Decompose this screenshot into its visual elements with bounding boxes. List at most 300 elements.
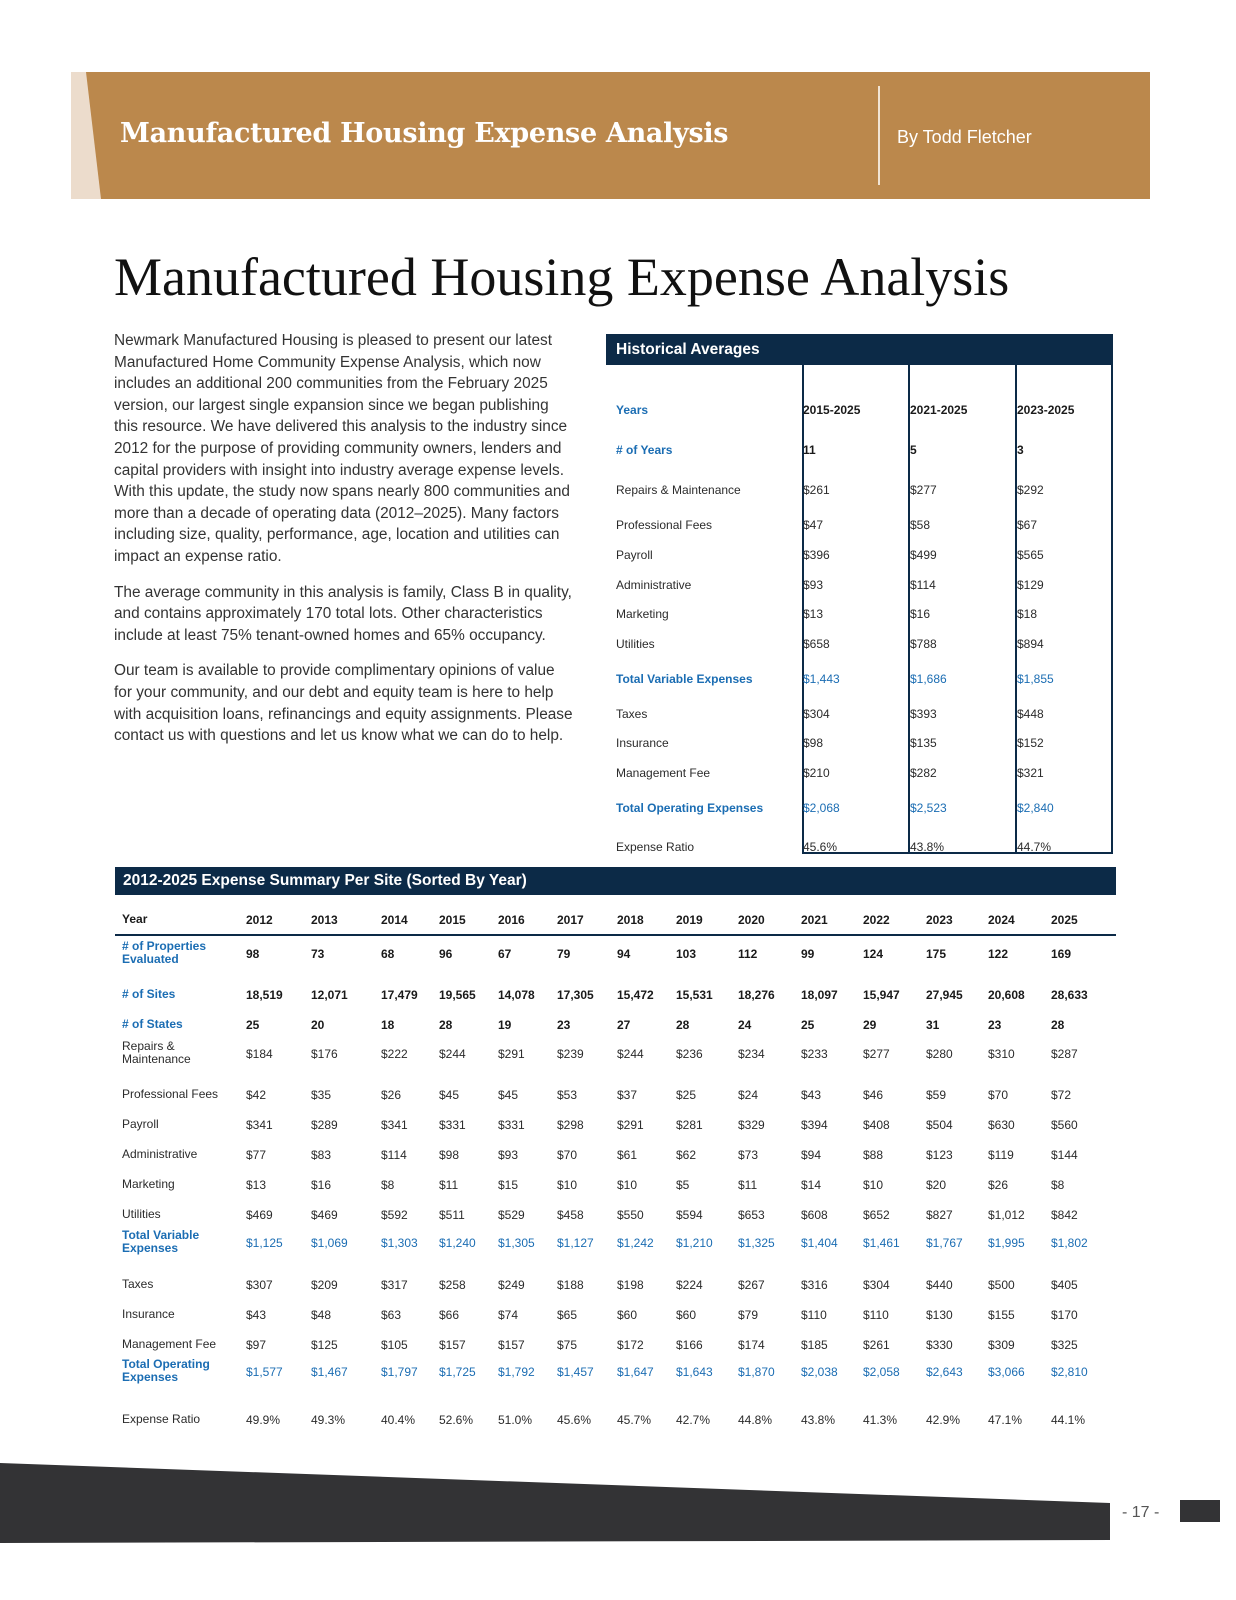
historical-cell: $448: [1017, 707, 1044, 721]
summary-cell: 99: [801, 947, 815, 961]
summary-cell: $330: [926, 1338, 953, 1352]
summary-cell: $1,012: [988, 1208, 1025, 1222]
summary-cell: $16: [311, 1178, 332, 1192]
summary-cell: 23: [988, 1018, 1002, 1032]
summary-cell: $258: [439, 1278, 466, 1292]
summary-cell: $114: [381, 1148, 407, 1162]
historical-cell: $67: [1017, 518, 1038, 532]
summary-cell: $105: [381, 1338, 408, 1352]
historical-cell: 11: [803, 443, 816, 457]
historical-cell: $47: [803, 518, 824, 532]
historical-cell: 2015-2025: [803, 403, 861, 417]
summary-cell: $500: [988, 1278, 1015, 1292]
summary-cell: 18,276: [738, 988, 775, 1002]
summary-cell: 79: [557, 947, 571, 961]
historical-cell: $58: [910, 518, 931, 532]
summary-cell: $504: [926, 1118, 953, 1132]
historical-cell: $152: [1017, 736, 1044, 750]
summary-cell: 12,071: [311, 988, 348, 1002]
intro-paragraph: The average community in this analysis is family, Class B in quality, and contains approximately 170 total lots. Other characteristics include at least 75% tenant-owned homes and 65% occupancy.: [114, 583, 572, 644]
historical-cell: 2021-2025: [910, 403, 968, 417]
summary-cell: $280: [926, 1047, 953, 1061]
summary-cell: 94: [617, 947, 631, 961]
summary-cell: $298: [557, 1118, 584, 1132]
summary-cell: $75: [557, 1338, 578, 1352]
banner-author: By Todd Fletcher: [897, 127, 1032, 147]
historical-cell: $129: [1017, 578, 1044, 592]
historical-cell: $261: [803, 483, 830, 497]
summary-cell: $2,038: [801, 1365, 838, 1379]
summary-cell: 42.9%: [926, 1413, 961, 1427]
summary-cell: 20: [311, 1018, 325, 1032]
historical-cell: $18: [1017, 607, 1038, 621]
summary-cell: $1,325: [738, 1236, 775, 1250]
summary-cell: $166: [676, 1338, 703, 1352]
summary-cell: $316: [801, 1278, 828, 1292]
historical-cell: 2023-2025: [1017, 403, 1075, 417]
summary-cell: $20: [926, 1178, 947, 1192]
summary-cell: 28: [676, 1018, 690, 1032]
summary-cell: $176: [311, 1047, 338, 1061]
summary-year-header: 2024: [988, 913, 1015, 927]
summary-cell: $73: [738, 1148, 759, 1162]
summary-year-header: 2023: [926, 913, 953, 927]
summary-row-label: Total Variable Expenses: [122, 1228, 200, 1255]
historical-cell: $292: [1017, 483, 1044, 497]
summary-cell: $1,797: [381, 1365, 418, 1379]
summary-cell: $24: [738, 1088, 759, 1102]
summary-cell: $98: [439, 1148, 460, 1162]
summary-cell: $155: [988, 1308, 1015, 1322]
banner-accent-stripe: [71, 72, 101, 199]
summary-cell: $97: [246, 1338, 267, 1352]
summary-cell: $185: [801, 1338, 828, 1352]
summary-cell: $310: [988, 1047, 1015, 1061]
historical-cell: 3: [1017, 443, 1024, 457]
summary-cell: $172: [617, 1338, 644, 1352]
summary-cell: $1,577: [246, 1365, 283, 1379]
summary-cell: 44.8%: [738, 1413, 773, 1427]
summary-cell: $550: [617, 1208, 644, 1222]
summary-cell: $1,647: [617, 1365, 654, 1379]
summary-year-header: 2019: [676, 913, 703, 927]
historical-cell: $304: [803, 707, 830, 721]
summary-cell: $11: [439, 1178, 459, 1192]
summary-cell: $325: [1051, 1338, 1078, 1352]
summary-cell: 45.7%: [617, 1413, 652, 1427]
summary-cell: $331: [498, 1118, 525, 1132]
historical-row-label: Insurance: [616, 736, 669, 750]
historical-cell: $135: [910, 736, 937, 750]
summary-table-title: 2012-2025 Expense Summary Per Site (Sorted By Year): [115, 867, 1116, 895]
summary-cell: $125: [311, 1338, 338, 1352]
summary-cell: 24: [738, 1018, 752, 1032]
historical-columns-frame: [802, 365, 1113, 854]
summary-year-header: 2021: [801, 913, 828, 927]
summary-cell: $1,125: [246, 1236, 283, 1250]
summary-cell: $277: [863, 1047, 890, 1061]
summary-cell: $83: [311, 1148, 332, 1162]
summary-cell: $65: [557, 1308, 578, 1322]
summary-row-label: Marketing: [122, 1177, 175, 1191]
historical-row-label: Administrative: [616, 578, 692, 592]
summary-cell: $1,240: [439, 1236, 476, 1250]
summary-cell: 19: [498, 1018, 512, 1032]
summary-cell: $157: [498, 1338, 525, 1352]
historical-cell: $277: [910, 483, 937, 497]
summary-cell: $827: [926, 1208, 953, 1222]
summary-cell: $289: [311, 1118, 338, 1132]
summary-cell: 47.1%: [988, 1413, 1023, 1427]
intro-paragraph: Newmark Manufactured Housing is pleased to present our latest Manufactured Home Community Expense Analysis, which now includes an additional 200 communities from the February 2025 version, our largest single expansion since we began publishing this resource. We have delivered this analysis to the industry since 2012 for the purpose of providing community owners, lenders and capital providers with insight into industry average expense levels. With this update, the study now spans nearly 800 communities and more than a decade of operating data (2012–2025). Many factors including size, quality, performance, age, location and utilities can impact an expense ratio.: [114, 332, 570, 565]
summary-cell: $2,810: [1051, 1365, 1088, 1379]
header-banner: [71, 72, 1150, 199]
summary-cell: $66: [439, 1308, 460, 1322]
summary-cell: 49.9%: [246, 1413, 281, 1427]
summary-row-label: Management Fee: [122, 1337, 217, 1351]
summary-row-label: # of Sites: [122, 987, 176, 1001]
historical-cell: $1,855: [1017, 672, 1054, 686]
summary-cell: $458: [557, 1208, 584, 1222]
historical-cell: $788: [910, 637, 937, 651]
historical-averages-body: [606, 365, 1113, 854]
summary-cell: $198: [617, 1278, 644, 1292]
summary-cell: 18: [381, 1018, 395, 1032]
summary-cell: $10: [617, 1178, 638, 1192]
summary-cell: $244: [439, 1047, 466, 1061]
summary-cell: $2,643: [926, 1365, 963, 1379]
summary-cell: $608: [801, 1208, 828, 1222]
historical-cell: $210: [803, 766, 830, 780]
historical-cell: 44.7%: [1017, 840, 1052, 854]
summary-cell: 103: [676, 947, 697, 961]
summary-cell: 42.7%: [676, 1413, 711, 1427]
historical-cell: $1,686: [910, 672, 947, 686]
summary-cell: 28,633: [1051, 988, 1088, 1002]
summary-cell: 43.8%: [801, 1413, 836, 1427]
summary-cell: 17,479: [381, 988, 418, 1002]
summary-cell: $309: [988, 1338, 1015, 1352]
footer-band: [0, 1463, 1110, 1543]
summary-cell: $13: [246, 1178, 267, 1192]
summary-year-header: 2025: [1051, 913, 1078, 927]
summary-cell: $60: [617, 1308, 638, 1322]
summary-cell: $267: [738, 1278, 765, 1292]
summary-cell: $61: [617, 1148, 638, 1162]
historical-row-label: Years: [616, 403, 649, 417]
historical-row-label: Marketing: [616, 607, 669, 621]
summary-cell: 17,305: [557, 988, 594, 1002]
summary-row-label: Total Operating Expenses: [122, 1357, 210, 1384]
summary-cell: $1,457: [557, 1365, 594, 1379]
historical-cell: $658: [803, 637, 830, 651]
summary-cell: $1,069: [311, 1236, 348, 1250]
summary-cell: $60: [676, 1308, 697, 1322]
historical-cell: $894: [1017, 637, 1044, 651]
summary-cell: $653: [738, 1208, 765, 1222]
summary-cell: 27,945: [926, 988, 963, 1002]
summary-cell: 31: [926, 1018, 940, 1032]
summary-cell: $1,767: [926, 1236, 963, 1250]
historical-row-label: Total Variable Expenses: [616, 672, 753, 686]
summary-cell: 41.3%: [863, 1413, 898, 1427]
summary-cell: 175: [926, 947, 947, 961]
summary-cell: $1,802: [1051, 1236, 1088, 1250]
summary-cell: $2,058: [863, 1365, 900, 1379]
summary-cell: $1,870: [738, 1365, 775, 1379]
summary-cell: 52.6%: [439, 1413, 474, 1427]
summary-cell: 15,947: [863, 988, 900, 1002]
historical-cell: $1,443: [803, 672, 840, 686]
summary-cell: $287: [1051, 1047, 1078, 1061]
summary-cell: $45: [439, 1088, 460, 1102]
summary-cell: $170: [1051, 1308, 1078, 1322]
summary-cell: 18,519: [246, 988, 283, 1002]
summary-cell: $79: [738, 1308, 759, 1322]
historical-row-label: Utilities: [616, 637, 655, 651]
historical-cell: $114: [910, 578, 936, 592]
summary-cell: 27: [617, 1018, 631, 1032]
summary-cell: $440: [926, 1278, 953, 1292]
historical-cell: $282: [910, 766, 937, 780]
summary-cell: $1,210: [676, 1236, 713, 1250]
intro-paragraph: Our team is available to provide complimentary opinions of value for your community, and our debt and equity team is here to help with acquisition loans, refinancings and equity assignments. Please contact us with questions and let us know what we can do to help.: [114, 662, 573, 745]
summary-cell: $144: [1051, 1148, 1078, 1162]
summary-cell: $594: [676, 1208, 703, 1222]
summary-cell: $291: [617, 1118, 644, 1132]
summary-cell: $184: [246, 1047, 273, 1061]
summary-cell: $239: [557, 1047, 584, 1061]
summary-cell: $88: [863, 1148, 884, 1162]
summary-cell: $70: [988, 1088, 1009, 1102]
summary-cell: 20,608: [988, 988, 1025, 1002]
summary-cell: 122: [988, 947, 1009, 961]
summary-cell: $43: [246, 1308, 267, 1322]
historical-cell: $13: [803, 607, 824, 621]
summary-cell: $652: [863, 1208, 890, 1222]
historical-cell: $2,523: [910, 801, 947, 815]
historical-row-label: Taxes: [616, 707, 648, 721]
summary-cell: 124: [863, 947, 884, 961]
historical-cell: 5: [910, 443, 917, 457]
summary-row-label: Administrative: [122, 1147, 198, 1161]
summary-cell: $188: [557, 1278, 584, 1292]
summary-cell: 25: [246, 1018, 260, 1032]
summary-year-header: 2012: [246, 913, 273, 927]
summary-cell: $43: [801, 1088, 822, 1102]
summary-cell: $394: [801, 1118, 828, 1132]
summary-cell: 67: [498, 947, 512, 961]
page-title: Manufactured Housing Expense Analysis: [114, 247, 1010, 307]
summary-year-header: 2016: [498, 913, 525, 927]
summary-cell: 112: [738, 947, 758, 961]
summary-cell: 15,472: [617, 988, 654, 1002]
historical-row-label: Expense Ratio: [616, 840, 695, 854]
summary-row-label: Professional Fees: [122, 1087, 219, 1101]
summary-cell: 44.1%: [1051, 1413, 1086, 1427]
summary-cell: $5: [676, 1178, 690, 1192]
summary-cell: $331: [439, 1118, 466, 1132]
summary-cell: $592: [381, 1208, 408, 1222]
summary-cell: $25: [676, 1088, 697, 1102]
summary-cell: 18,097: [801, 988, 838, 1002]
summary-cell: $157: [439, 1338, 466, 1352]
summary-cell: $46: [863, 1088, 884, 1102]
summary-cell: 25: [801, 1018, 815, 1032]
page-number: - 17 -: [1122, 1504, 1160, 1521]
summary-year-header: 2022: [863, 913, 890, 927]
summary-cell: $224: [676, 1278, 703, 1292]
footer-block: [1180, 1500, 1220, 1522]
historical-cell: 43.8%: [910, 840, 945, 854]
summary-cell: $74: [498, 1308, 519, 1322]
historical-cell: $16: [910, 607, 931, 621]
summary-cell: $59: [926, 1088, 947, 1102]
summary-cell: $72: [1051, 1088, 1072, 1102]
summary-cell: $37: [617, 1088, 638, 1102]
summary-cell: $222: [381, 1047, 408, 1061]
summary-cell: $329: [738, 1118, 765, 1132]
intro-text: [114, 330, 574, 761]
summary-cell: $26: [988, 1178, 1009, 1192]
summary-cell: $48: [311, 1308, 332, 1322]
summary-year-header: 2017: [557, 913, 584, 927]
summary-row-label: # of States: [122, 1017, 183, 1031]
historical-cell: $98: [803, 736, 824, 750]
summary-cell: $244: [617, 1047, 644, 1061]
summary-cell: $304: [863, 1278, 890, 1292]
historical-cell: $321: [1017, 766, 1044, 780]
summary-cell: $10: [557, 1178, 578, 1192]
summary-cell: 51.0%: [498, 1413, 533, 1427]
summary-cell: $110: [801, 1308, 827, 1322]
summary-cell: 169: [1051, 947, 1072, 961]
summary-cell: 49.3%: [311, 1413, 346, 1427]
summary-cell: $93: [498, 1148, 519, 1162]
summary-cell: $291: [498, 1047, 525, 1061]
summary-row-label: # of Properties Evaluated: [122, 939, 207, 966]
summary-row-label: Utilities: [122, 1207, 161, 1221]
summary-cell: $249: [498, 1278, 525, 1292]
summary-cell: $281: [676, 1118, 703, 1132]
summary-cell: $1,404: [801, 1236, 838, 1250]
summary-cell: $233: [801, 1047, 828, 1061]
historical-cell: $499: [910, 548, 937, 562]
historical-row-label: Professional Fees: [616, 518, 713, 532]
summary-cell: $1,461: [863, 1236, 900, 1250]
summary-cell: $341: [246, 1118, 273, 1132]
summary-cell: $8: [1051, 1178, 1065, 1192]
summary-cell: $62: [676, 1148, 697, 1162]
summary-cell: $317: [381, 1278, 408, 1292]
summary-cell: $119: [988, 1148, 1014, 1162]
summary-cell: $53: [557, 1088, 578, 1102]
summary-year-header: 2018: [617, 913, 644, 927]
historical-cell: $396: [803, 548, 830, 562]
historical-row-label: # of Years: [616, 443, 673, 457]
summary-cell: $70: [557, 1148, 578, 1162]
summary-cell: $842: [1051, 1208, 1078, 1222]
summary-row-label: Expense Ratio: [122, 1412, 201, 1426]
summary-cell: $77: [246, 1148, 267, 1162]
historical-averages-title: Historical Averages: [606, 334, 1113, 365]
historical-averages-table: [606, 334, 1113, 854]
summary-cell: $42: [246, 1088, 267, 1102]
summary-cell: $1,242: [617, 1236, 654, 1250]
summary-cell: $469: [311, 1208, 338, 1222]
summary-cell: $511: [439, 1208, 465, 1222]
summary-cell: $1,725: [439, 1365, 476, 1379]
summary-cell: $3,066: [988, 1365, 1025, 1379]
summary-cell: $261: [863, 1338, 890, 1352]
summary-cell: $341: [381, 1118, 408, 1132]
summary-cell: 28: [439, 1018, 453, 1032]
summary-header-rule: [115, 934, 1116, 936]
historical-row-label: Repairs & Maintenance: [616, 483, 741, 497]
summary-cell: $1,467: [311, 1365, 348, 1379]
summary-cell: $236: [676, 1047, 703, 1061]
summary-cell: $11: [738, 1178, 758, 1192]
summary-row-label: Taxes: [122, 1277, 154, 1291]
summary-cell: 45.6%: [557, 1413, 592, 1427]
summary-cell: $560: [1051, 1118, 1078, 1132]
summary-cell: $234: [738, 1047, 765, 1061]
historical-row-label: Payroll: [616, 548, 653, 562]
historical-row-label: Management Fee: [616, 766, 711, 780]
historical-cell: $393: [910, 707, 937, 721]
summary-cell: $45: [498, 1088, 519, 1102]
summary-cell: 29: [863, 1018, 877, 1032]
summary-cell: $174: [738, 1338, 765, 1352]
summary-cell: 68: [381, 947, 395, 961]
summary-cell: $14: [801, 1178, 822, 1192]
summary-cell: $307: [246, 1278, 273, 1292]
summary-cell: $15: [498, 1178, 519, 1192]
summary-cell: 15,531: [676, 988, 713, 1002]
banner-divider: [878, 86, 880, 185]
historical-cell: $565: [1017, 548, 1044, 562]
summary-cell: $26: [381, 1088, 402, 1102]
banner-title: Manufactured Housing Expense Analysis: [120, 118, 729, 149]
summary-cell: 98: [246, 947, 260, 961]
summary-cell: $408: [863, 1118, 890, 1132]
summary-cell: $110: [863, 1308, 889, 1322]
summary-cell: 19,565: [439, 988, 476, 1002]
summary-cell: $209: [311, 1278, 338, 1292]
summary-year-header: 2015: [439, 913, 466, 927]
summary-cell: 40.4%: [381, 1413, 416, 1427]
summary-row-label: Insurance: [122, 1307, 175, 1321]
summary-cell: $1,792: [498, 1365, 535, 1379]
summary-cell: $469: [246, 1208, 273, 1222]
summary-cell: $130: [926, 1308, 953, 1322]
summary-cell: $529: [498, 1208, 525, 1222]
summary-cell: $1,303: [381, 1236, 418, 1250]
summary-cell: $1,305: [498, 1236, 535, 1250]
historical-cell: $93: [803, 578, 824, 592]
summary-row-label: Repairs & Maintenance: [122, 1039, 191, 1066]
summary-cell: $1,127: [557, 1236, 594, 1250]
summary-cell: $405: [1051, 1278, 1078, 1292]
summary-cell: 23: [557, 1018, 571, 1032]
summary-cell: $35: [311, 1088, 332, 1102]
historical-cell: $2,840: [1017, 801, 1054, 815]
summary-cell: 96: [439, 947, 453, 961]
summary-cell: $123: [926, 1148, 953, 1162]
summary-cell: $1,643: [676, 1365, 713, 1379]
summary-year-header: 2020: [738, 913, 765, 927]
summary-row-label: Year: [122, 912, 148, 926]
